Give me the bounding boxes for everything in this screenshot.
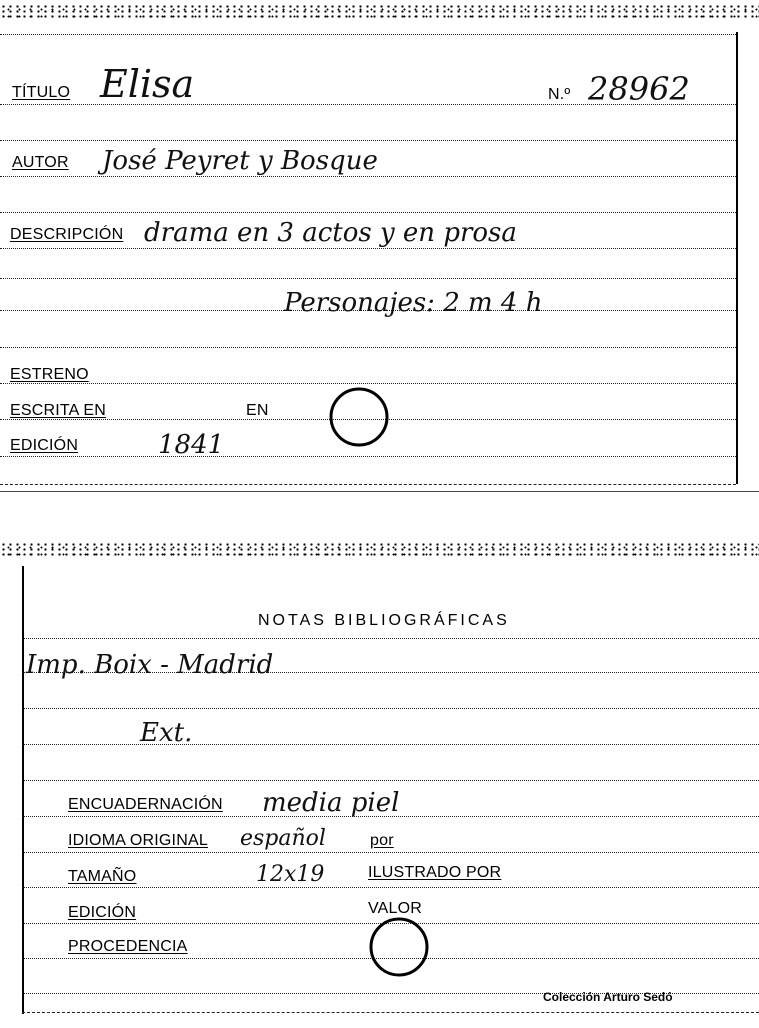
edicion-value: 1841 bbox=[158, 430, 225, 460]
edicion-label: EDICIÓN bbox=[10, 437, 79, 454]
ruled-line bbox=[0, 278, 736, 279]
ruled-line bbox=[22, 1012, 759, 1013]
procedencia-label: PROCEDENCIA bbox=[68, 938, 188, 955]
estreno-label: ESTRENO bbox=[10, 366, 89, 383]
punch-hole-icon bbox=[326, 384, 392, 450]
ruled-line bbox=[22, 780, 759, 781]
numero-value: 28962 bbox=[588, 70, 690, 108]
ruled-line bbox=[22, 638, 759, 639]
personajes-value: Personajes: 2 m 4 h bbox=[284, 288, 543, 318]
ruled-line bbox=[0, 484, 736, 485]
tamano-label: TAMAÑO bbox=[68, 868, 137, 885]
ruled-line bbox=[0, 248, 736, 249]
escrita-en-label: ESCRITA EN bbox=[10, 402, 106, 419]
tamano-value: 12x19 bbox=[256, 862, 325, 887]
collection-credit: Colección Arturo Sedó bbox=[543, 990, 673, 1004]
note-line-1: Imp. Boix - Madrid bbox=[26, 650, 274, 680]
idioma-value: español bbox=[240, 826, 326, 851]
ruled-line bbox=[0, 140, 736, 141]
notas-heading: NOTAS BIBLIOGRÁFICAS bbox=[258, 612, 510, 629]
punch-hole-icon bbox=[366, 914, 432, 980]
ilustrado-por-label: ILUSTRADO POR bbox=[368, 864, 502, 881]
encuadernacion-value: media piel bbox=[262, 788, 400, 818]
por-label: por bbox=[370, 832, 394, 849]
en-label: EN bbox=[246, 402, 269, 419]
ruled-line bbox=[0, 176, 736, 177]
idioma-label: IDIOMA ORIGINAL bbox=[68, 832, 208, 849]
top-card-torn-edge bbox=[0, 4, 759, 18]
encuadernacion-label: ENCUADERNACIÓN bbox=[68, 796, 223, 813]
ruled-line bbox=[0, 34, 736, 35]
card-separator bbox=[0, 491, 759, 492]
autor-value: José Peyret y Bosque bbox=[102, 146, 378, 176]
ruled-line bbox=[22, 852, 759, 853]
ruled-line bbox=[22, 744, 759, 745]
note-line-2: Ext. bbox=[140, 718, 193, 748]
titulo-label: TÍTULO bbox=[12, 84, 71, 101]
descripcion-label: DESCRIPCIÓN bbox=[10, 226, 124, 243]
numero-label: N.º bbox=[548, 86, 571, 103]
top-card-right-border bbox=[736, 32, 738, 484]
ruled-line bbox=[0, 212, 736, 213]
bottom-card-left-border bbox=[22, 566, 24, 1014]
descripcion-value: drama en 3 actos y en prosa bbox=[144, 218, 517, 248]
edicion-label-bottom: EDICIÓN bbox=[68, 904, 137, 921]
ruled-line bbox=[0, 456, 736, 457]
ruled-line bbox=[22, 708, 759, 709]
bottom-card-torn-edge bbox=[0, 542, 759, 556]
valor-label: VALOR bbox=[368, 900, 423, 917]
ruled-line bbox=[22, 887, 759, 888]
titulo-value: Elisa bbox=[100, 62, 195, 106]
ruled-line bbox=[0, 347, 736, 348]
autor-label: AUTOR bbox=[12, 154, 69, 171]
